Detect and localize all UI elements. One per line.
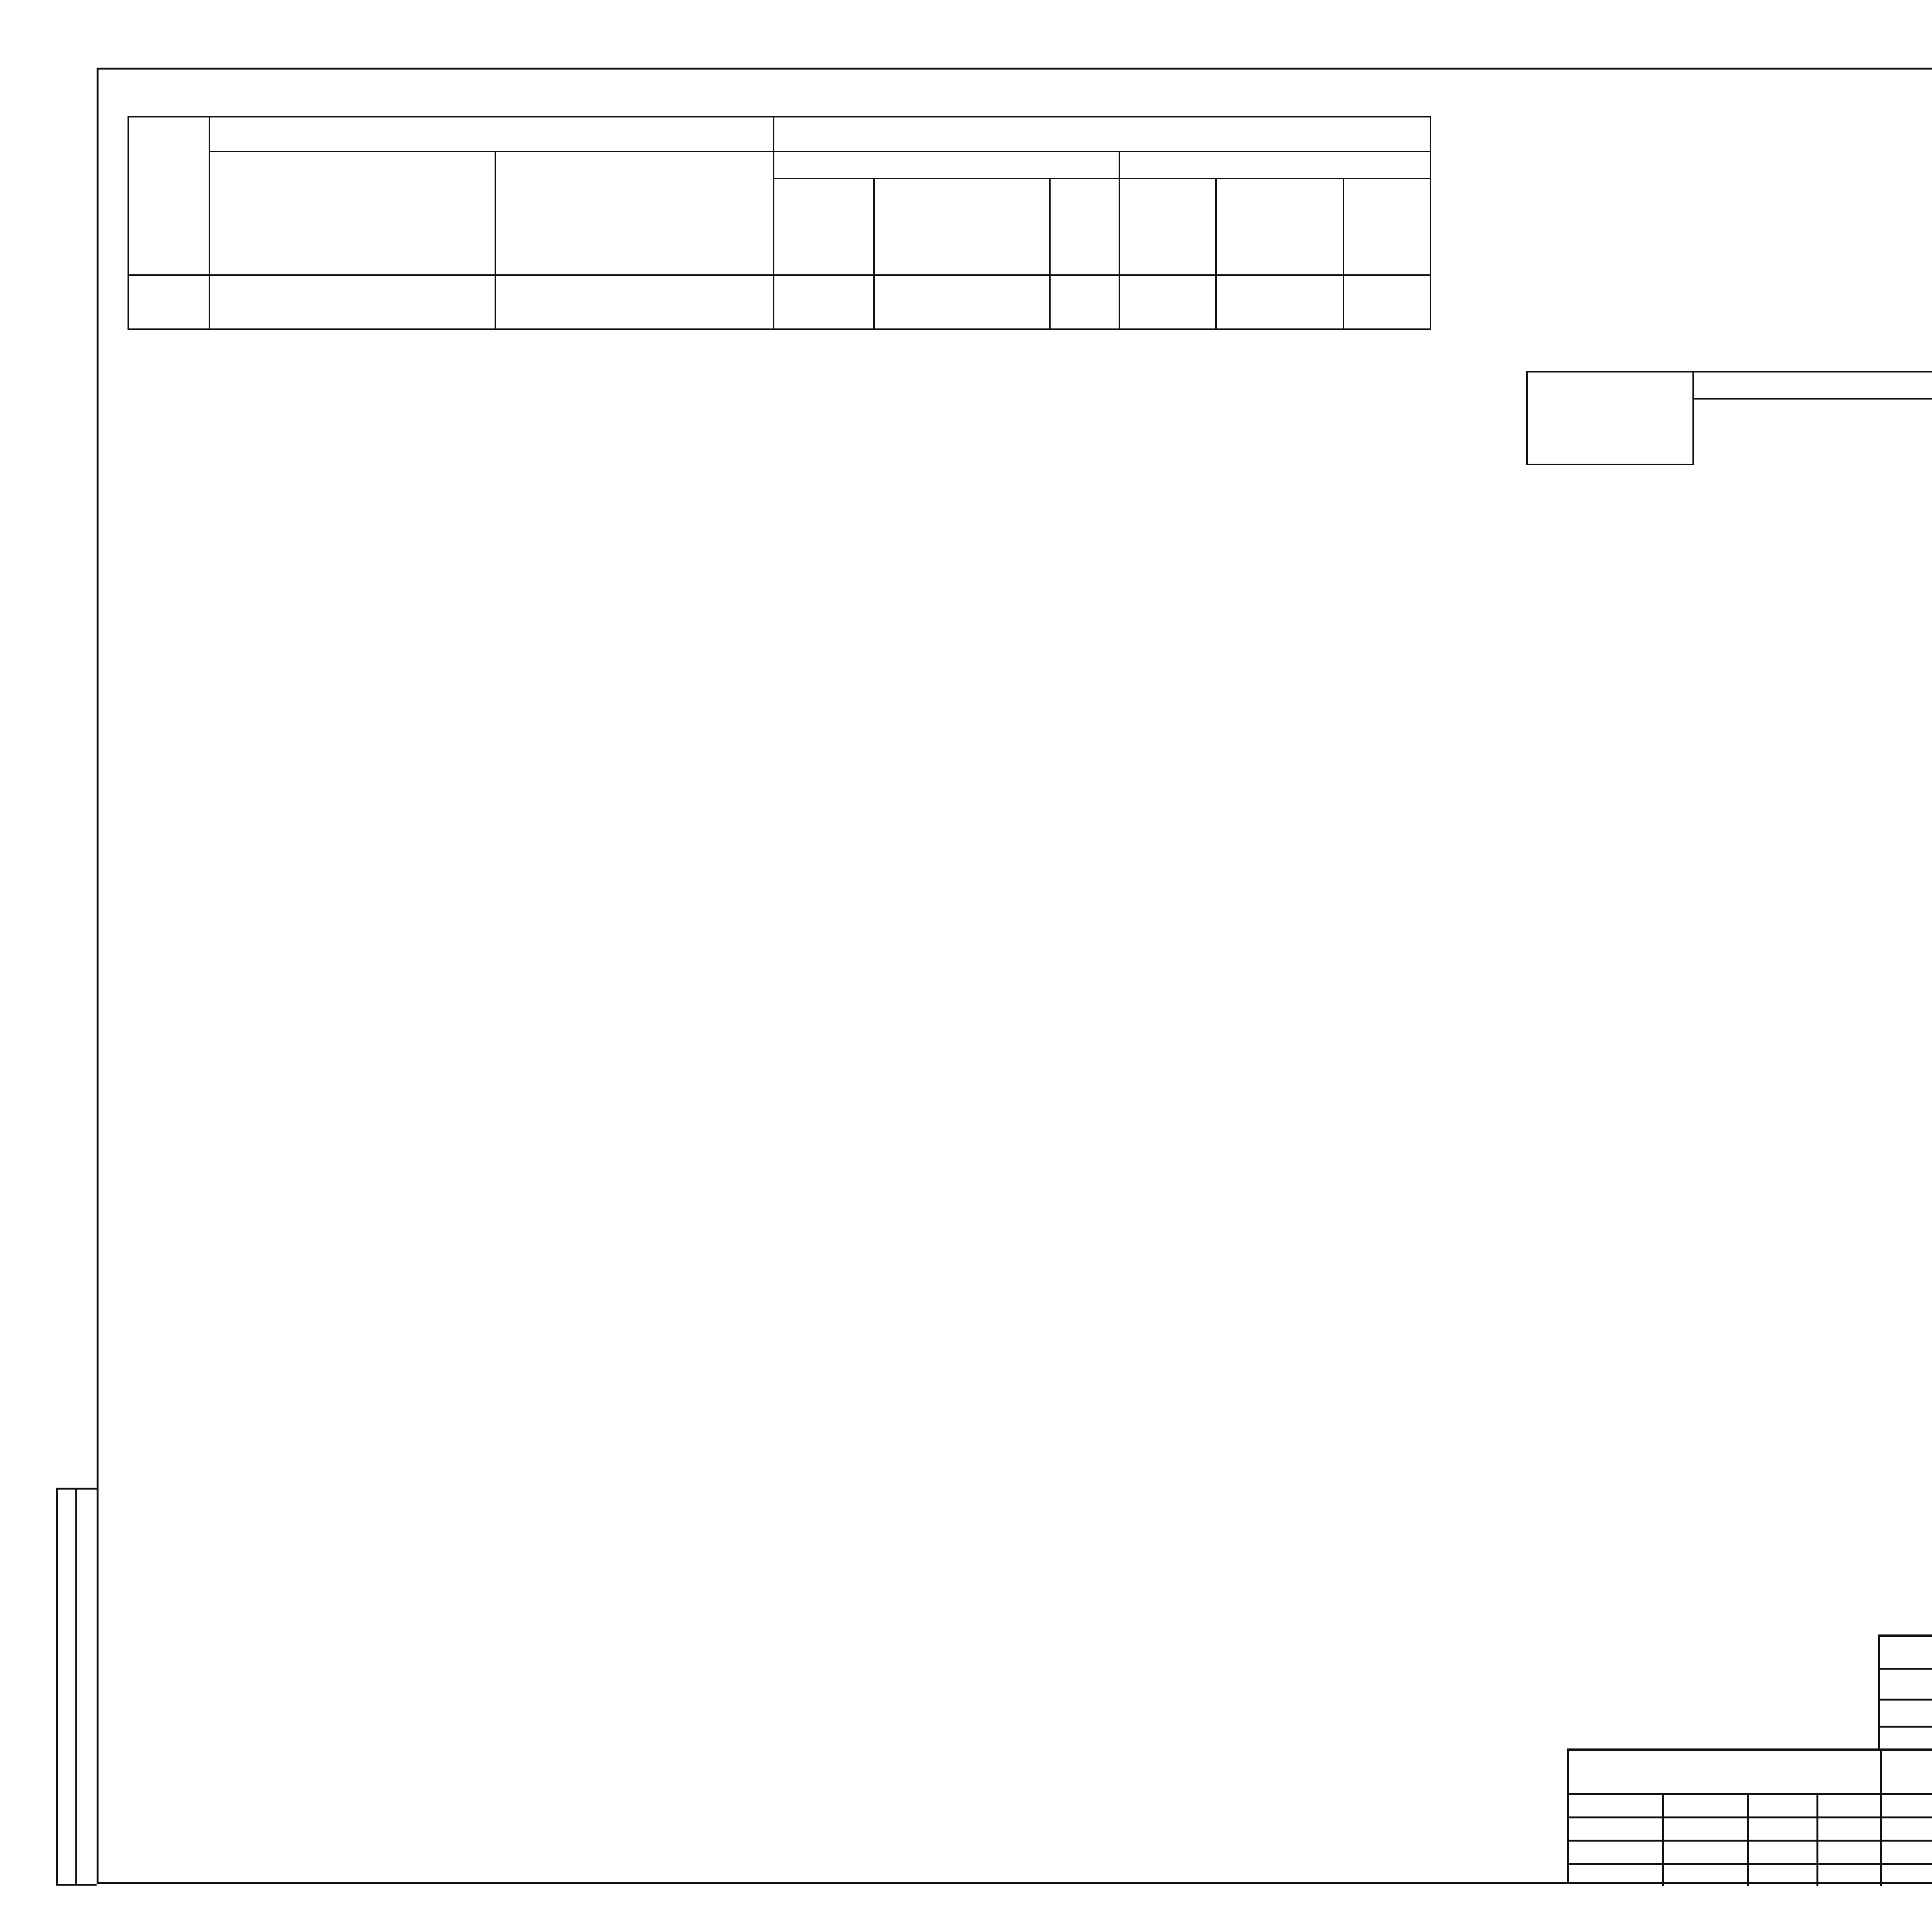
binding-strip bbox=[56, 1488, 97, 1886]
title-block bbox=[1567, 1748, 1932, 1884]
summary-header-section bbox=[1527, 372, 1693, 464]
header-brand2 bbox=[1119, 179, 1216, 275]
header-cable bbox=[774, 117, 1430, 151]
header-end bbox=[495, 151, 774, 275]
header-by-project bbox=[774, 151, 1119, 179]
header-route bbox=[209, 117, 774, 151]
header-mark bbox=[128, 117, 209, 275]
header-laid bbox=[1119, 151, 1430, 179]
frame-top bbox=[97, 68, 1932, 70]
header-count2 bbox=[1216, 179, 1344, 275]
header-length2 bbox=[1344, 179, 1430, 275]
header-count bbox=[874, 179, 1050, 275]
cable-journal-table bbox=[128, 116, 1431, 330]
revision-grid bbox=[1878, 1634, 1932, 1750]
summary-table bbox=[1526, 371, 1932, 465]
summary-header-brand bbox=[1693, 372, 1932, 399]
frame-left bbox=[97, 68, 99, 1884]
header-length bbox=[1050, 179, 1119, 275]
header-start bbox=[209, 151, 495, 275]
header-brand bbox=[774, 179, 874, 275]
